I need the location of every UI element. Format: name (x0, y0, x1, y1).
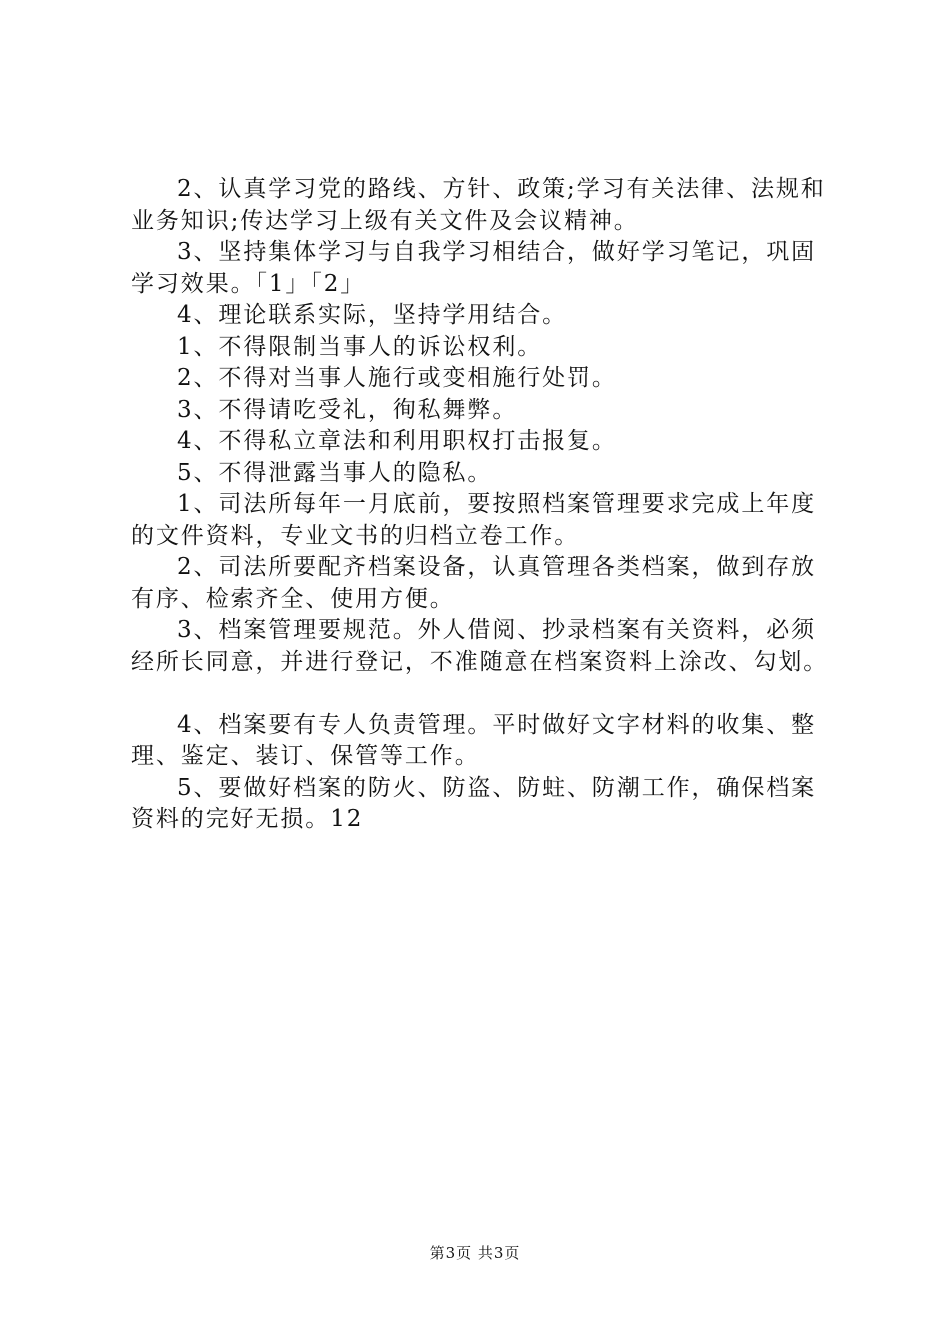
paragraph: 1、不得限制当事人的诉讼权利。 (177, 333, 543, 360)
page-number-label: 第3页 共3页 (429, 1244, 521, 1262)
document-body (131, 174, 831, 836)
paragraph: 4、不得私立章法和利用职权打击报复。 (177, 428, 617, 454)
paragraph: 3、坚持集体学习与自我学习相结合，做好学习笔记，巩固学习效果。「1」「2」 (131, 239, 817, 297)
paragraph: 2、不得对当事人施行或变相施行处罚。 (177, 365, 617, 391)
paragraph: 2、司法所要配齐档案设备，认真管理各类档案，做到存放有序、检索齐全、使用方便。 (131, 554, 817, 612)
paragraph: 3、档案管理要规范。外人借阅、抄录档案有关资料，必须经所长同意，并进行登记，不准随意在档案资料上涂改、勾划。 (131, 617, 829, 675)
paragraph: 2、认真学习党的路线、方针、政策;学习有关法律、法规和业务知识;传达学习上级有关文件及会议精神。 (131, 176, 826, 234)
paragraph: 4、档案要有专人负责管理。平时做好文字材料的收集、整理、鉴定、装订、保管等工作。 (131, 711, 817, 769)
page-footer (0, 1243, 950, 1263)
paragraph: 3、不得请吃受礼，徇私舞弊。 (177, 396, 518, 423)
paragraph: 5、不得泄露当事人的隐私。 (177, 459, 493, 486)
paragraph: 4、理论联系实际，坚持学用结合。 (177, 302, 568, 328)
paragraph: 5、要做好档案的防火、防盗、防蛀、防潮工作，确保档案资料的完好无损。12 (131, 774, 817, 832)
paragraph: 1、司法所每年一月底前，要按照档案管理要求完成上年度的文件资料，专业文书的归档立卷工作。 (131, 491, 817, 549)
